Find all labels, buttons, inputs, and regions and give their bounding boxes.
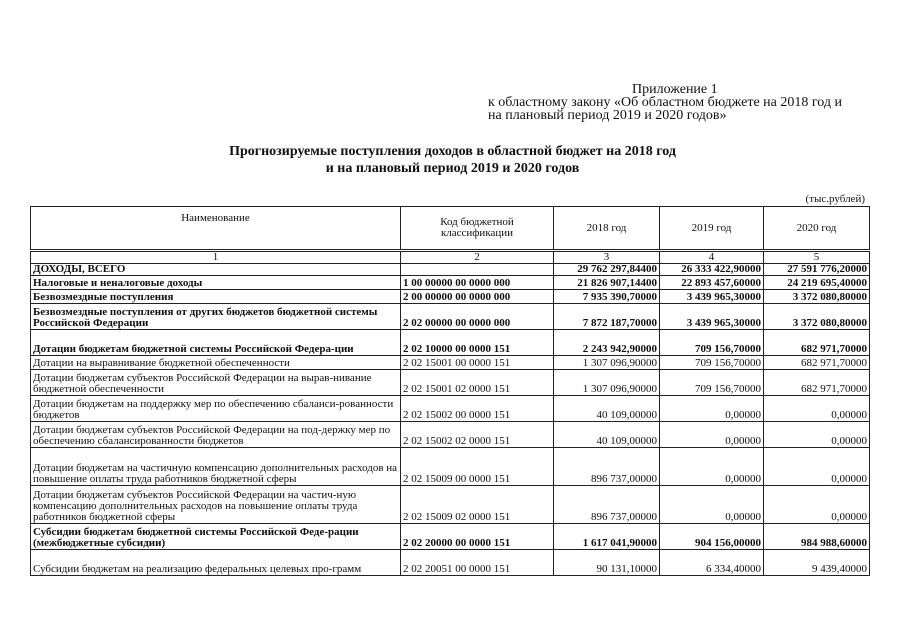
row-code: 2 02 15009 02 0000 151 <box>401 486 554 524</box>
row-2019: 3 439 965,30000 <box>660 290 764 304</box>
row-name: Дотации на выравнивание бюджетной обеспеченности <box>31 356 401 370</box>
row-2020: 0,00000 <box>764 396 870 422</box>
row-2020: 3 372 080,80000 <box>764 290 870 304</box>
table-row <box>31 486 870 524</box>
row-2019: 709 156,70000 <box>660 356 764 370</box>
row-2018: 2 243 942,90000 <box>554 330 660 356</box>
row-code: 2 02 15002 02 0000 151 <box>401 422 554 448</box>
row-2019: 0,00000 <box>660 422 764 448</box>
row-2019: 6 334,40000 <box>660 550 764 576</box>
table-row <box>31 422 870 448</box>
row-name: Налоговые и неналоговые доходы <box>31 276 401 290</box>
column-number-row <box>31 251 870 264</box>
row-2018: 7 935 390,70000 <box>554 290 660 304</box>
row-2018: 1 307 096,90000 <box>554 356 660 370</box>
appendix-note <box>488 83 842 122</box>
row-2018: 896 737,00000 <box>554 486 660 524</box>
row-code: 2 02 10000 00 0000 151 <box>401 330 554 356</box>
table-row <box>31 276 870 290</box>
row-2019: 709 156,70000 <box>660 370 764 396</box>
table-row <box>31 448 870 486</box>
row-name: Безвозмездные поступления от других бюджетов бюджетной системы Российской Федерации <box>31 304 401 330</box>
appendix-title: Приложение 1 <box>632 82 718 97</box>
column-number: 1 <box>31 251 401 264</box>
row-name: Дотации бюджетам субъектов Российской Федерации на вырав-нивание бюджетной обеспеченности <box>31 370 401 396</box>
row-2019: 0,00000 <box>660 448 764 486</box>
revenue-table <box>30 206 870 576</box>
row-name: Дотации бюджетам субъектов Российской Федерации на частич-ную компенсацию дополнительных расходов на повышение оплаты труда работников бюджетной сферы <box>31 486 401 524</box>
header-2019: 2019 год <box>660 207 764 251</box>
row-2019: 0,00000 <box>660 486 764 524</box>
row-name: Субсидии бюджетам бюджетной системы Российской Феде-рации (межбюджетные субсидии) <box>31 524 401 550</box>
row-2018: 40 109,00000 <box>554 422 660 448</box>
row-2020: 984 988,60000 <box>764 524 870 550</box>
row-name: Дотации бюджетам бюджетной системы Российской Федера-ции <box>31 330 401 356</box>
row-2020: 9 439,40000 <box>764 550 870 576</box>
row-2018: 21 826 907,14400 <box>554 276 660 290</box>
row-name: Дотации бюджетам на частичную компенсацию дополнительных расходов на повышение оплаты труда работников бюджетной сферы <box>31 448 401 486</box>
document-title <box>0 143 905 177</box>
column-number: 3 <box>554 251 660 264</box>
row-code: 2 02 15001 02 0000 151 <box>401 370 554 396</box>
table-row <box>31 264 870 276</box>
column-number: 4 <box>660 251 764 264</box>
row-2020: 682 971,70000 <box>764 370 870 396</box>
row-2018: 90 131,10000 <box>554 550 660 576</box>
row-name: ДОХОДЫ, ВСЕГО <box>31 264 401 276</box>
table-row <box>31 550 870 576</box>
column-number: 2 <box>401 251 554 264</box>
table-row <box>31 304 870 330</box>
row-code: 2 02 20000 00 0000 151 <box>401 524 554 550</box>
row-2019: 22 893 457,60000 <box>660 276 764 290</box>
row-code <box>401 264 554 276</box>
row-code: 1 00 00000 00 0000 000 <box>401 276 554 290</box>
row-2020: 682 971,70000 <box>764 330 870 356</box>
row-2020: 27 591 776,20000 <box>764 264 870 276</box>
row-2019: 3 439 965,30000 <box>660 304 764 330</box>
header-2020: 2020 год <box>764 207 870 251</box>
table-row <box>31 396 870 422</box>
row-code: 2 02 15001 00 0000 151 <box>401 356 554 370</box>
row-2019: 0,00000 <box>660 396 764 422</box>
title-line-2: и на плановый период 2019 и 2020 годов <box>325 161 580 176</box>
row-2018: 29 762 297,84400 <box>554 264 660 276</box>
appendix-law-reference: к областному закону «Об областном бюджете на 2018 год и <box>488 95 842 110</box>
row-2018: 1 307 096,90000 <box>554 370 660 396</box>
row-2019: 904 156,00000 <box>660 524 764 550</box>
row-2018: 896 737,00000 <box>554 448 660 486</box>
table-row <box>31 356 870 370</box>
header-name: Наименование <box>31 207 401 251</box>
row-name: Субсидии бюджетам на реализацию федеральных целевых про-грамм <box>31 550 401 576</box>
row-2020: 3 372 080,80000 <box>764 304 870 330</box>
row-code: 2 02 15002 00 0000 151 <box>401 396 554 422</box>
units-label: (тыс.рублей) <box>805 193 865 205</box>
table-row <box>31 290 870 304</box>
row-2018: 40 109,00000 <box>554 396 660 422</box>
row-2020: 0,00000 <box>764 448 870 486</box>
row-2018: 1 617 041,90000 <box>554 524 660 550</box>
column-number: 5 <box>764 251 870 264</box>
table-row <box>31 330 870 356</box>
row-2020: 0,00000 <box>764 422 870 448</box>
table-header-row <box>31 207 870 251</box>
row-2019: 26 333 422,90000 <box>660 264 764 276</box>
table-row <box>31 524 870 550</box>
row-2018: 7 872 187,70000 <box>554 304 660 330</box>
row-2019: 709 156,70000 <box>660 330 764 356</box>
row-code: 2 00 00000 00 0000 000 <box>401 290 554 304</box>
table-row <box>31 370 870 396</box>
title-line-1: Прогнозируемые поступления доходов в областной бюджет на 2018 год <box>229 144 676 159</box>
row-name: Дотации бюджетам субъектов Российской Федерации на под-держку мер по обеспечению сбалансированности бюджетов <box>31 422 401 448</box>
header-code: Код бюджетной классификации <box>401 207 554 251</box>
row-code: 2 02 20051 00 0000 151 <box>401 550 554 576</box>
row-name: Дотации бюджетам на поддержку мер по обеспечению сбаланси-рованности бюджетов <box>31 396 401 422</box>
appendix-law-reference-cont: на плановый период 2019 и 2020 годов» <box>488 108 727 123</box>
header-2018: 2018 год <box>554 207 660 251</box>
row-2020: 0,00000 <box>764 486 870 524</box>
row-2020: 682 971,70000 <box>764 356 870 370</box>
row-code: 2 02 15009 00 0000 151 <box>401 448 554 486</box>
row-2020: 24 219 695,40000 <box>764 276 870 290</box>
row-code: 2 02 00000 00 0000 000 <box>401 304 554 330</box>
row-name: Безвозмездные поступления <box>31 290 401 304</box>
